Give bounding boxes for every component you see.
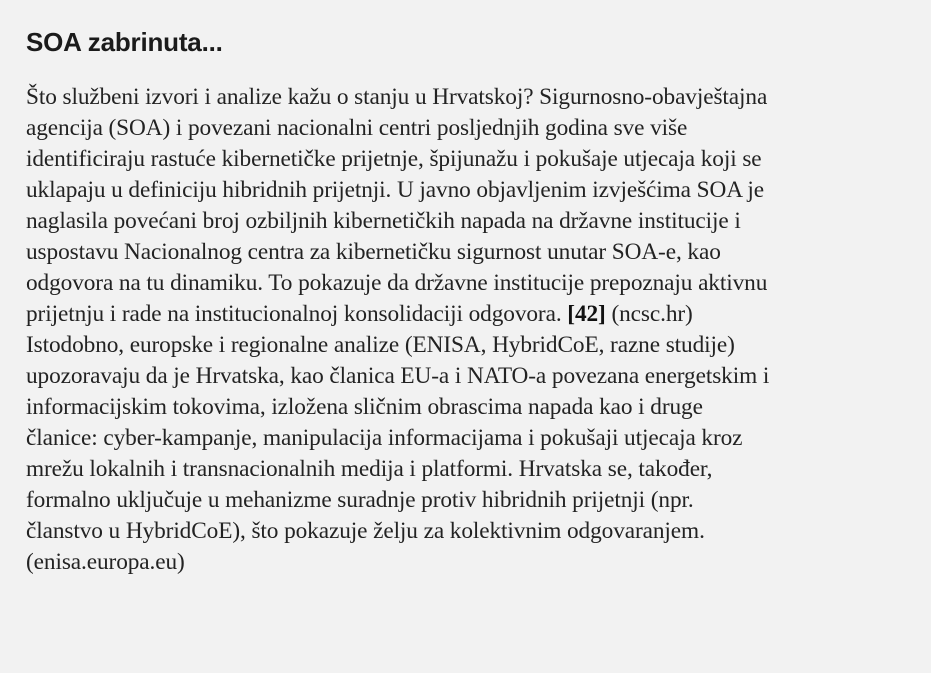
- paragraph-line: formalno uključuje u mehanizme suradnje protiv hibridnih prijetnji (npr.: [26, 487, 694, 513]
- paragraph-line: odgovora na tu dinamiku. To pokazuje da državne institucije prepoznaju aktivnu: [26, 270, 768, 296]
- section-paragraph: [26, 82, 905, 578]
- paragraph-line: upozoravaju da je Hrvatska, kao članica EU-a i NATO-a povezana energetskim i: [26, 363, 770, 389]
- paragraph-line: članice: cyber-kampanje, manipulacija informacijama i pokušaji utjecaja kroz: [26, 425, 743, 451]
- paragraph-line: uspostavu Nacionalnog centra za kibernetičku sigurnost unutar SOA-e, kao: [26, 239, 721, 265]
- paragraph-line-text: prijetnju i rade na institucionalnoj konsolidaciji odgovora.: [26, 301, 562, 327]
- source-link[interactable]: (enisa.europa.eu): [26, 549, 185, 575]
- paragraph-line: članstvo u HybridCoE), što pokazuje želju za kolektivnim odgovaranjem.: [26, 518, 705, 544]
- section-heading: SOA zabrinuta...: [26, 27, 223, 57]
- paragraph-line: agencija (SOA) i povezani nacionalni centri posljednjih godina sve više: [26, 115, 688, 141]
- paragraph-line: mrežu lokalnih i transnacionalnih medija i platformi. Hrvatska se, također,: [26, 456, 713, 482]
- citation-reference[interactable]: [42]: [567, 301, 606, 327]
- paragraph-line: naglasila povećani broj ozbiljnih kibernetičkih napada na državne institucije i: [26, 208, 741, 234]
- paragraph-line: identificiraju rastuće kibernetičke prijetnje, špijunažu i pokušaje utjecaja koji se: [26, 146, 762, 172]
- citation-source-link[interactable]: (ncsc.hr): [611, 301, 693, 327]
- paragraph-line-with-citation: [26, 299, 905, 330]
- paragraph-line: informacijskim tokovima, izložena sličnim obrascima napada kao i druge: [26, 394, 703, 420]
- paragraph-line: Istodobno, europske i regionalne analize (ENISA, HybridCoE, razne studije): [26, 332, 735, 358]
- paragraph-line: uklapaju u definiciju hibridnih prijetnji. U javno objavljenim izvješćima SOA je: [26, 177, 765, 203]
- paragraph-line: Što službeni izvori i analize kažu o stanju u Hrvatskoj? Sigurnosno-obavještajna: [26, 84, 768, 110]
